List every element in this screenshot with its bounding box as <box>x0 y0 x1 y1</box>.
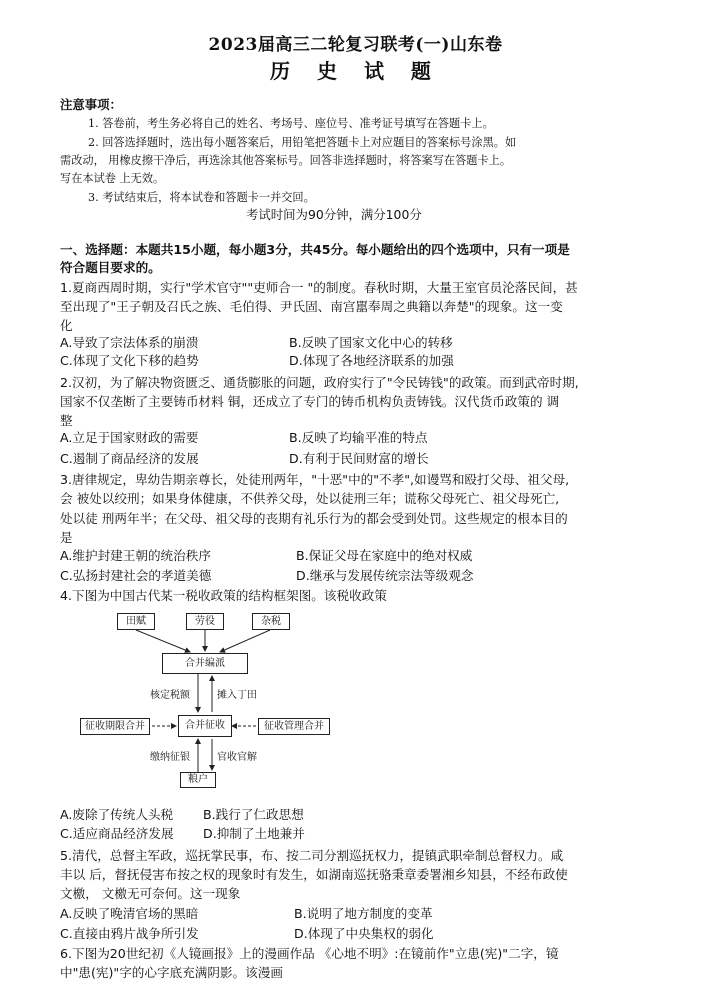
exam-time: 考试时间为90分钟，满分100分 <box>246 207 422 222</box>
q4-option-c: C.适应商品经济发展 <box>60 826 174 841</box>
q5-stem-line-2: 丰以 后，督抚侵害布按之权的现象时有发生，如湖南巡抚骆秉章委署湘乡知县，不经布政使 <box>60 867 568 882</box>
exam-subject: 历 史 试 题 <box>270 59 441 83</box>
q1-option-b: B.反映了国家文化中心的转移 <box>289 335 453 350</box>
q5-option-c: C.直接由鸦片战争所引发 <box>60 926 199 941</box>
q2-option-c: C.遏制了商品经济的发展 <box>60 451 199 466</box>
notes-heading: 注意事项： <box>60 97 122 112</box>
q5-option-b: B.说明了地方制度的变革 <box>294 906 433 921</box>
q1-option-d: D.体现了各地经济联系的加强 <box>289 353 454 368</box>
note-1: 1. 答卷前，考生务必将自己的姓名、考场号、座位号、准考证号填写在答题卡上。 <box>88 117 494 130</box>
q5-stem-line-3: 文檄， 文檄无可奈何。这一现象 <box>60 886 241 901</box>
q2-option-b: B.反映了均输平准的特点 <box>289 430 428 445</box>
q1-option-c: C.体现了文化下移的趋势 <box>60 353 199 368</box>
q3-stem-line-1: 3.唐律规定，卑幼告期亲尊长，处徒刑两年，"十恶"中的"不孝",如谩骂和殴打父母、祖父母, <box>60 472 570 487</box>
q2-stem-line-3: 整 <box>60 413 73 428</box>
diagram-connectors <box>80 608 330 790</box>
note-3: 3. 考试结束后，将本试卷和答题卡一并交回。 <box>88 191 315 204</box>
q4-option-b: B.践行了仁政思想 <box>203 807 304 822</box>
box-grain-household: 粮户 <box>180 772 216 788</box>
q3-stem-line-4: 是 <box>60 530 73 545</box>
q1-stem-line-1: 1.夏商西周时期，实行"学术官守""吏师合一 "的制度。春秋时期，大量王室官员沦落民间，甚 <box>60 280 578 295</box>
q2-stem-line-2: 国家不仅垄断了主要铸币材料 铜，还成立了专门的铸币机构负责铸钱。汉代货币政策的 调 <box>60 394 560 409</box>
q4-option-a: A.废除了传统人头税 <box>60 807 174 822</box>
q2-stem-line-1: 2.汉初，为了解决物资匮乏、通货膨胀的问题，政府实行了"令民铸钱"的政策。而到武帝时期, <box>60 375 579 390</box>
label-assess-quota: 核定税额 <box>150 690 190 701</box>
section-heading-line-2: 符合题目要求的。 <box>60 260 161 275</box>
q4-option-d: D.抑制了土地兼并 <box>203 826 305 841</box>
q4-stem-line-1: 4.下图为中国古代某一税收政策的结构框架图。该税收政策 <box>60 588 387 603</box>
box-tax-field: 田赋 <box>117 613 155 630</box>
box-merge-management: 征收管理合并 <box>258 718 330 735</box>
label-pay-silver: 缴纳征银 <box>150 752 190 763</box>
q3-option-b: B.保证父母在家庭中的绝对权威 <box>296 548 473 563</box>
label-official-collection: 官收官解 <box>217 752 257 763</box>
note-2-line-1: 2. 回答选择题时，选出每小题答案后，用铅笔把答题卡上对应题目的答案标号涂黑。如 <box>88 136 517 149</box>
q3-option-d: D.继承与发展传统宗法等级观念 <box>296 568 474 583</box>
q3-option-a: A.维护封建王朝的统治秩序 <box>60 548 211 563</box>
box-merge-assign: 合并编派 <box>162 653 248 674</box>
q5-option-d: D.体现了中央集权的弱化 <box>294 926 434 941</box>
exam-title: 2023届高三二轮复习联考(一)山东卷 <box>208 35 503 55</box>
tax-structure-diagram <box>80 608 330 790</box>
q5-stem-line-1: 5.清代，总督主军政，巡抚掌民事，布、按二司分割巡抚权力，提镇武职牵制总督权力。咸 <box>60 848 564 863</box>
q3-option-c: C.弘扬封建社会的孝道美德 <box>60 568 212 583</box>
q2-option-a: A.立足于国家财政的需要 <box>60 430 199 445</box>
label-spread-into-land: 摊入丁田 <box>217 690 257 701</box>
q2-option-d: D.有利于民间财富的增长 <box>289 451 429 466</box>
q1-option-a: A.导致了宗法体系的崩溃 <box>60 335 199 350</box>
box-merge-deadline: 征收期限合并 <box>80 718 150 735</box>
q1-stem-line-3: 化 <box>60 318 73 333</box>
note-2-line-2: 需改动， 用橡皮擦干净后，再选涂其他答案标号。回答非选择题时，将答案写在答题卡上。 <box>60 154 512 167</box>
q5-option-a: A.反映了晚清官场的黑暗 <box>60 906 199 921</box>
q6-stem-line-1: 6.下图为20世纪初《人镜画报》上的漫画作品 《心地不明》:在镜前作"立患(宪)"二字，镜 <box>60 946 559 961</box>
section-heading-line-1: 一、选择题：本题共15小题，每小题3分，共45分。每小题给出的四个选项中，只有一项是 <box>60 242 570 257</box>
box-merge-collect: 合并征收 <box>178 715 232 737</box>
box-tax-misc: 杂税 <box>252 613 290 630</box>
q1-stem-line-2: 至出现了"王子朝及召氏之族、毛伯得、尹氏固、南宫嚚奉周之典籍以奔楚"的现象。这一变 <box>60 299 563 314</box>
q6-stem-line-2: 中"患(宪)"字的心字底充满阴影。该漫画 <box>60 965 283 980</box>
box-tax-labor: 劳役 <box>186 613 224 630</box>
q3-stem-line-2: 会 被处以绞刑；如果身体健康，不供养父母，处以徒刑三年；谎称父母死亡、祖父母死亡, <box>60 491 560 506</box>
note-2-line-3: 写在本试卷 上无效。 <box>60 172 165 185</box>
q3-stem-line-3: 处以徒 刑两年半；在父母、祖父母的丧期有礼乐行为的都会受到处罚。这些规定的根本目的 <box>60 511 568 526</box>
